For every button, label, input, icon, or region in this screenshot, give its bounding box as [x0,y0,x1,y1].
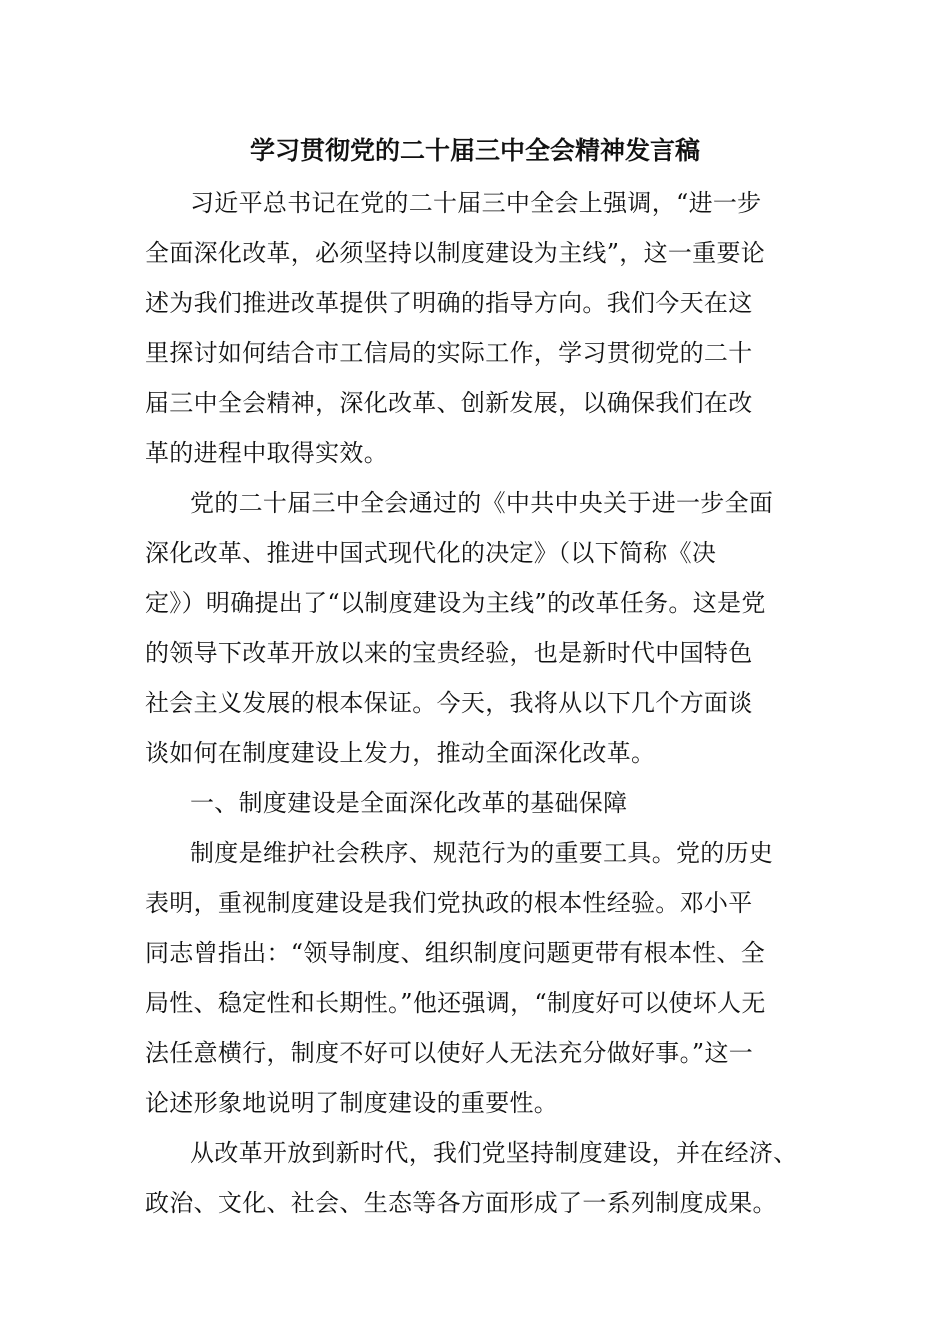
paragraph-2-line-2: 深化改革、推进中国式现代化的决定》（以下简称《决 [145,539,717,567]
paragraph-3-line-1: 制度是维护社会秩序、规范行为的重要工具。党的历史 [190,839,774,867]
document-title: 学习贯彻党的二十届三中全会精神发言稿 [249,136,700,165]
paragraph-4-line-1: 从改革开放到新时代，我们党坚持制度建设，并在经济、 [190,1139,798,1167]
paragraph-2-line-5: 社会主义发展的根本保证。今天，我将从以下几个方面谈 [145,689,753,717]
paragraph-1-line-5: 届三中全会精神，深化改革、创新发展，以确保我们在改 [145,389,753,417]
section-heading-1: 一、制度建设是全面深化改革的基础保障 [190,789,628,817]
paragraph-2-line-4: 的领导下改革开放以来的宝贵经验，也是新时代中国特色 [145,639,753,667]
paragraph-1-line-2: 全面深化改革，必须坚持以制度建设为主线”，这一重要论 [145,239,766,267]
paragraph-3-line-6: 论述形象地说明了制度建设的重要性。 [145,1089,559,1117]
paragraph-2-line-6: 谈如何在制度建设上发力，推动全面深化改革。 [145,739,656,767]
paragraph-3-line-4: 局性、稳定性和长期性。”他还强调，“制度好可以使坏人无 [145,989,766,1017]
paragraph-2-line-1: 党的二十届三中全会通过的《中共中央关于进一步全面 [190,489,774,517]
paragraph-4-line-2: 政治、文化、社会、生态等各方面形成了一系列制度成果。 [145,1189,777,1217]
paragraph-1-line-1: 习近平总书记在党的二十届三中全会上强调，“进一步 [190,189,762,217]
paragraph-3-line-3: 同志曾指出：“领导制度、组织制度问题更带有根本性、全 [145,939,766,967]
paragraph-1-line-3: 述为我们推进改革提供了明确的指导方向。我们今天在这 [145,289,753,317]
paragraph-3-line-2: 表明，重视制度建设是我们党执政的根本性经验。邓小平 [145,889,753,917]
document-body [145,178,835,1228]
paragraph-2-line-3: 定》）明确提出了“以制度建设为主线”的改革任务。这是党 [145,589,766,617]
paragraph-1-line-4: 里探讨如何结合市工信局的实际工作，学习贯彻党的二十 [145,339,753,367]
paragraph-1-line-6: 革的进程中取得实效。 [145,439,388,467]
paragraph-3-line-5: 法任意横行，制度不好可以使好人无法充分做好事。”这一 [145,1039,754,1067]
